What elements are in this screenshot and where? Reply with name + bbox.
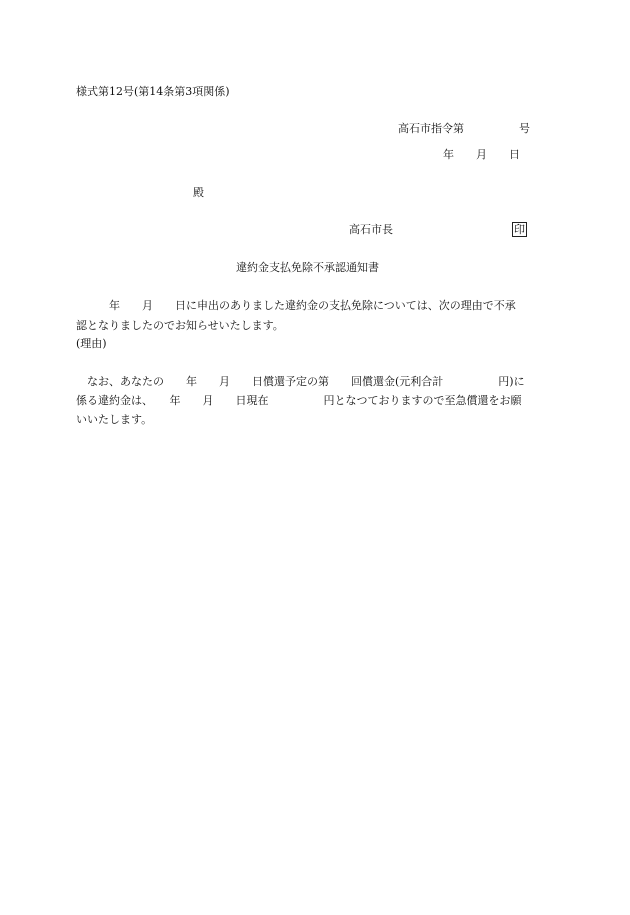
body-paragraph-line-2: 認となりましたのでお知らせいたします。 [76,319,284,332]
notice-paragraph-line-3: いいたします。 [76,413,153,426]
document-title: 違約金支払免除不承認通知書 [236,261,379,274]
form-number-label: 様式第12号(第14条第3項関係) [76,85,230,98]
notice-paragraph-line-1: なお、あなたの 年 月 日償還予定の第 回償還金(元利合計 円)に [76,375,525,388]
mayor-label: 高石市長 [349,223,393,236]
date-line: 年 月 日 [443,148,520,161]
directive-number-line: 高石市指令第 号 [398,122,530,135]
reason-label: (理由) [76,337,107,350]
body-paragraph-line-1: 年 月 日に申出のありました違約金の支払免除については、次の理由で不承 [76,299,516,312]
addressee-line: 殿 [193,186,204,199]
notice-paragraph-line-2: 係る違約金は、 年 月 日現在 円となつておりますので至急償還をお願 [76,394,522,407]
seal-mark: 印 [514,223,525,236]
